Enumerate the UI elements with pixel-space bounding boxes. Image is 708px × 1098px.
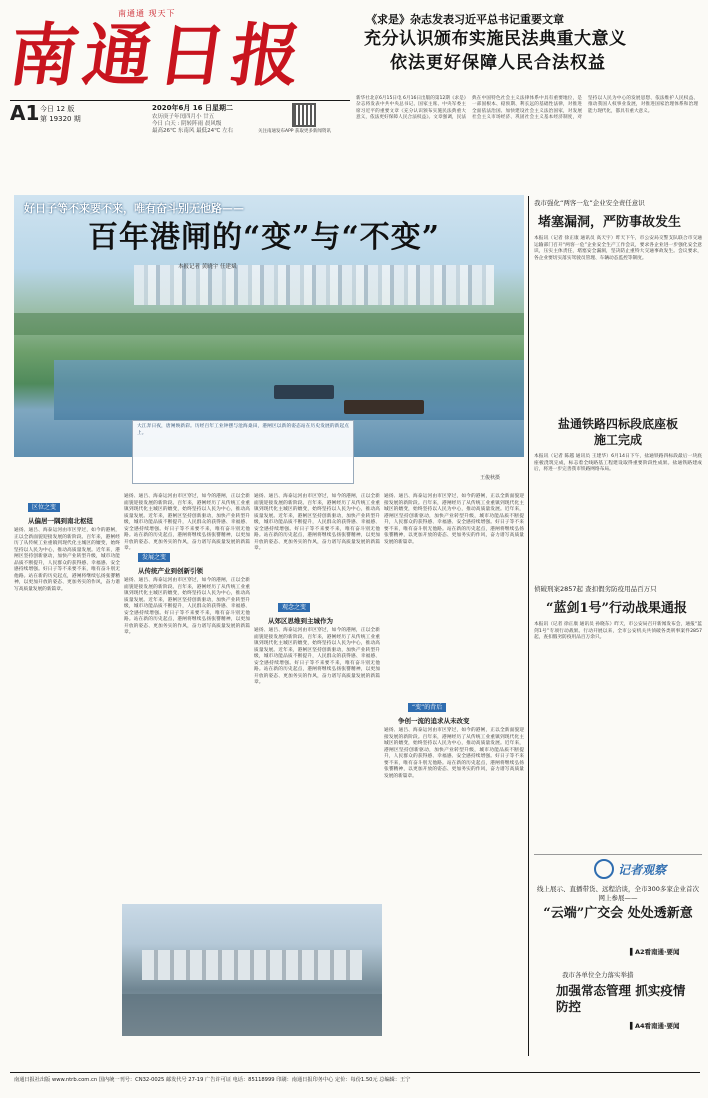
side-story-railway-body: 本报讯（记者 陈越 通讯员 王建华）6月14日下午，盐通铁路四标段最后一块底座板浇筑完成，标志着全线路基工程建设取得重要阶段性成果。盐通铁路建成后，将进一步完善我市铁路网络布局。 bbox=[534, 454, 702, 473]
side-story-safety-body: 本报讯（记者 徐正康 通讯员 高天宇）昨天下午，市公安局交警支队联合市交通运输部门召开“两客一危”企业安全生产工作会议，要求各企业进一步强化安全意识，压实主体责任，堵塞安全漏洞，坚决防止重特大交通事故发生。会议要求，各企业要切实落实驾驶员管理、车辆动态监控等制度。 bbox=[534, 236, 702, 261]
section-label-development: 发展之变 bbox=[138, 553, 170, 562]
top-story-headline-1: 充分认识颁布实施民法典重大意义 bbox=[364, 29, 627, 49]
side-story-police bbox=[534, 582, 702, 842]
side-story-epidemic-headline: 加强常态管理 抓实疫情防控 bbox=[556, 983, 686, 1014]
side-story-safety-headline: 堵塞漏洞，严防事故发生 bbox=[538, 215, 682, 230]
qr-code-icon bbox=[292, 103, 316, 127]
top-story-kicker: 《求是》杂志发表习近平总书记重要文章 bbox=[366, 13, 564, 26]
observer-page-ref[interactable]: ▌A2看南通·要闻 bbox=[630, 948, 680, 956]
feature-headline: 百年港闸的“变”与“不变” bbox=[88, 220, 441, 255]
lunar-date: 农历庚子年闰四月小 廿五 bbox=[152, 114, 215, 120]
edition-number: A1 bbox=[10, 101, 40, 125]
top-story bbox=[356, 8, 700, 128]
side-story-safety bbox=[534, 196, 702, 396]
section-title-mindset: 从郊区思维到主城作为 bbox=[268, 617, 333, 625]
observer-box bbox=[534, 854, 702, 958]
side-story-police-kicker: 侦破刑案2857起 查扣假劣防疫用品百万只 bbox=[534, 585, 657, 593]
inset-photo bbox=[122, 904, 382, 1036]
section-title-location: 从偏居一隅到南北枢纽 bbox=[28, 517, 93, 525]
weather-line-1: 今日 白天 : 阴转阵雨 晨风级 bbox=[152, 121, 222, 127]
feature-body-2: 通扬、通吕、海泰运河由市区穿过，如今的港闸，正以全新面貌迎接发展的新阶段。百年来，港闸经历了从传统工业重镇到现代化主城区的嬗变，始终坚持以人民为中心，推动高质量发展。近年来，港闸区坚持创新驱动，加快产业转型升级，城市功能品质不断提升，人民群众的获得感、幸福感、安全感持续增强。好日子等不来要不来，唯有奋斗别无他路。站在新的历史起点，港闸将继续弘扬张謇精神，以更加开放的姿态、更加务实的作风，奋力谱写高质量发展的新篇章。 bbox=[124, 494, 250, 552]
side-story-safety-kicker: 我市强化“两客一危”企业安全责任意识 bbox=[534, 199, 645, 207]
section-label-behind-change: “变”的背后 bbox=[408, 703, 446, 712]
page-count: 今日 12 版 bbox=[40, 105, 75, 113]
issue-number: 第 19320 期 bbox=[40, 115, 81, 123]
top-story-headline-2: 依法更好保障人民合法权益 bbox=[390, 53, 606, 73]
section-title-behind-change: 争创一流的追求从未改变 bbox=[398, 717, 470, 725]
side-story-railway-headline: 盐通铁路四标段底座板施工完成 bbox=[558, 417, 679, 447]
feature-column-1 bbox=[14, 494, 120, 1074]
app-promo-label: 关注南通发布APP 获取更多新闻资讯 bbox=[258, 129, 331, 134]
side-story-epidemic-ref[interactable]: ▌A4看南通·要闻 bbox=[630, 1022, 680, 1030]
weather-line-2: 最高26℃ 东南风 最低24℃ 左右 bbox=[152, 128, 234, 134]
issue-date: 2020年6月 16 日星期二 bbox=[152, 104, 233, 112]
page-footer: 南通日报社出版 www.ntrb.com.cn 国内统一刊号：CN32-0025 邮发代号 27-19 广告许可证 电话：85118999 印刷：南通日报印务中心 定价：每份1.50元 总编辑：王宁 bbox=[14, 1077, 411, 1083]
feature-kicker: 好日子等不来要不来，唯有奋斗别无他路—— bbox=[24, 202, 244, 215]
camera-icon bbox=[594, 859, 614, 879]
observer-subhead: 线上展示、直播带货、远程洽谈，全市300多家企业首次网上参展—— bbox=[537, 885, 699, 902]
section-label-location: 区位之变 bbox=[28, 503, 60, 512]
photo-caption bbox=[132, 420, 354, 484]
observer-headline: “云端”广交会 处处透新意 bbox=[543, 906, 693, 921]
side-story-epidemic-kicker: 我市各单位全力落实举措 bbox=[562, 971, 634, 979]
feature-column-4 bbox=[384, 494, 524, 1054]
feature-body-6: 通扬、通吕、海泰运河由市区穿过，如今的港闸，正以全新面貌迎接发展的新阶段。百年来，港闸经历了从传统工业重镇到现代化主城区的嬗变，始终坚持以人民为中心，推动高质量发展。近年来，港闸区坚持创新驱动，加快产业转型升级，城市功能品质不断提升，人民群众的获得感、幸福感、安全感持续增强。好日子等不来要不来，唯有奋斗别无他路。站在新的历史起点，港闸将继续弘扬张謇精神，以更加开放的姿态、更加务实的作风，奋力谱写高质量发展的新篇章。 bbox=[384, 494, 524, 545]
observer-kicker: 记者观察 bbox=[618, 863, 667, 877]
photo-caption-text: 大江奔日夜，唐闸焕新彩。历经百年工业钟摆与沧海桑田，港闸区以新的姿态站在历史发展的新起点上。 bbox=[137, 424, 349, 436]
side-story-police-body: 本报讯（记者 徐正康 通讯员 孙晓东）昨天，市公安局召开新闻发布会，通报“蓝剑1号”专项行动战果。行动开展以来，全市公安机关共侦破各类刑事案件2857起，查扣假劣防疫用品百万余只。 bbox=[534, 622, 702, 641]
feature-body-5: 通扬、通吕、海泰运河由市区穿过，如今的港闸，正以全新面貌迎接发展的新阶段。百年来，港闸经历了从传统工业重镇到现代化主城区的嬗变，始终坚持以人民为中心，推动高质量发展。近年来，港闸区坚持创新驱动，加快产业转型升级，城市功能品质不断提升，人民群众的获得感、幸福感、安全感持续增强。好日子等不来要不来，唯有奋斗别无他路。站在新的历史起点，港闸将继续弘扬张謇精神，以更加开放的姿态、更加务实的作风，奋力谱写高质量发展的新篇章。 bbox=[254, 628, 380, 686]
feature-body-3: 通扬、通吕、海泰运河由市区穿过，如今的港闸，正以全新面貌迎接发展的新阶段。百年来，港闸经历了从传统工业重镇到现代化主城区的嬗变，始终坚持以人民为中心，推动高质量发展。近年来，港闸区坚持创新驱动，加快产业转型升级，城市功能品质不断提升，人民群众的获得感、幸福感、安全感持续增强。好日子等不来要不来，唯有奋斗别无他路。站在新的历史起点，港闸将继续弘扬张謇精神，以更加开放的姿态、更加务实的作风，奋力谱写高质量发展的新篇章。 bbox=[124, 578, 250, 636]
photo-credit: 王俊秋摄 bbox=[480, 475, 501, 481]
feature-body-4: 通扬、通吕、海泰运河由市区穿过，如今的港闸，正以全新面貌迎接发展的新阶段。百年来，港闸经历了从传统工业重镇到现代化主城区的嬗变，始终坚持以人民为中心，推动高质量发展。近年来，港闸区坚持创新驱动，加快产业转型升级，城市功能品质不断提升，人民群众的获得感、幸福感、安全感持续增强。好日子等不来要不来，唯有奋斗别无他路。站在新的历史起点，港闸将继续弘扬张謇精神，以更加开放的姿态、更加务实的作风，奋力谱写高质量发展的新篇章。 bbox=[254, 494, 380, 552]
feature-body-1: 通扬、通吕、海泰运河由市区穿过，如今的港闸，正以全新面貌迎接发展的新阶段。百年来，港闸经历了从传统工业重镇到现代化主城区的嬗变，始终坚持以人民为中心，推动高质量发展。近年来，港闸区坚持创新驱动，加快产业转型升级，城市功能品质不断提升，人民群众的获得感、幸福感、安全感持续增强。好日子等不来要不来，唯有奋斗别无他路。站在新的历史起点，港闸将继续弘扬张謇精神，以更加开放的姿态、更加务实的作风，奋力谱写高质量发展的新篇章。 bbox=[14, 528, 120, 592]
side-story-epidemic bbox=[534, 962, 702, 1062]
feature-body-7: 通扬、通吕、海泰运河由市区穿过，如今的港闸，正以全新面貌迎接发展的新阶段。百年来，港闸经历了从传统工业重镇到现代化主城区的嬗变，始终坚持以人民为中心，推动高质量发展。近年来，港闸区坚持创新驱动，加快产业转型升级，城市功能品质不断提升，人民群众的获得感、幸福感、安全感持续增强。好日子等不来要不来，唯有奋斗别无他路。站在新的历史起点，港闸将继续弘扬张謇精神，以更加开放的姿态、更加务实的作风，奋力谱写高质量发展的新篇章。 bbox=[384, 728, 524, 779]
section-label-mindset: 观念之变 bbox=[278, 603, 310, 612]
section-title-development: 从传统产业到创新引领 bbox=[138, 567, 203, 575]
partner-logos: 南通通 现天下 bbox=[118, 9, 176, 18]
side-story-police-headline: “蓝剑1号”行动战果通报 bbox=[546, 601, 688, 616]
feature-byline: 本报记者 黄晓宇 任建斌 bbox=[178, 264, 237, 270]
side-story-railway bbox=[534, 412, 702, 572]
newspaper-logo: 南通日报 bbox=[4, 16, 312, 96]
top-story-body: 新华社北京6月15日电 6月16日出版的第12期《求是》杂志将发表中共中央总书记、国家主席、中央军委主席习近平的重要文章《充分认识颁布实施民法典重大意义，依法更好保障人民合法权益》。文章强调，民法典在中国特色社会主义法律体系中具有重要地位，是一部固根本、稳预期、利长远的基础性法律，对推进全面依法治国、加快建设社会主义法治国家，对发展社会主义市场经济、巩固社会主义基本经济制度，对坚持以人民为中心的发展思想、依法维护人民权益、推动我国人权事业发展，对推进国家治理体系和治理能力现代化，都具有重大意义。 bbox=[356, 96, 698, 121]
feature-column-3 bbox=[254, 494, 380, 894]
masthead bbox=[4, 8, 352, 134]
